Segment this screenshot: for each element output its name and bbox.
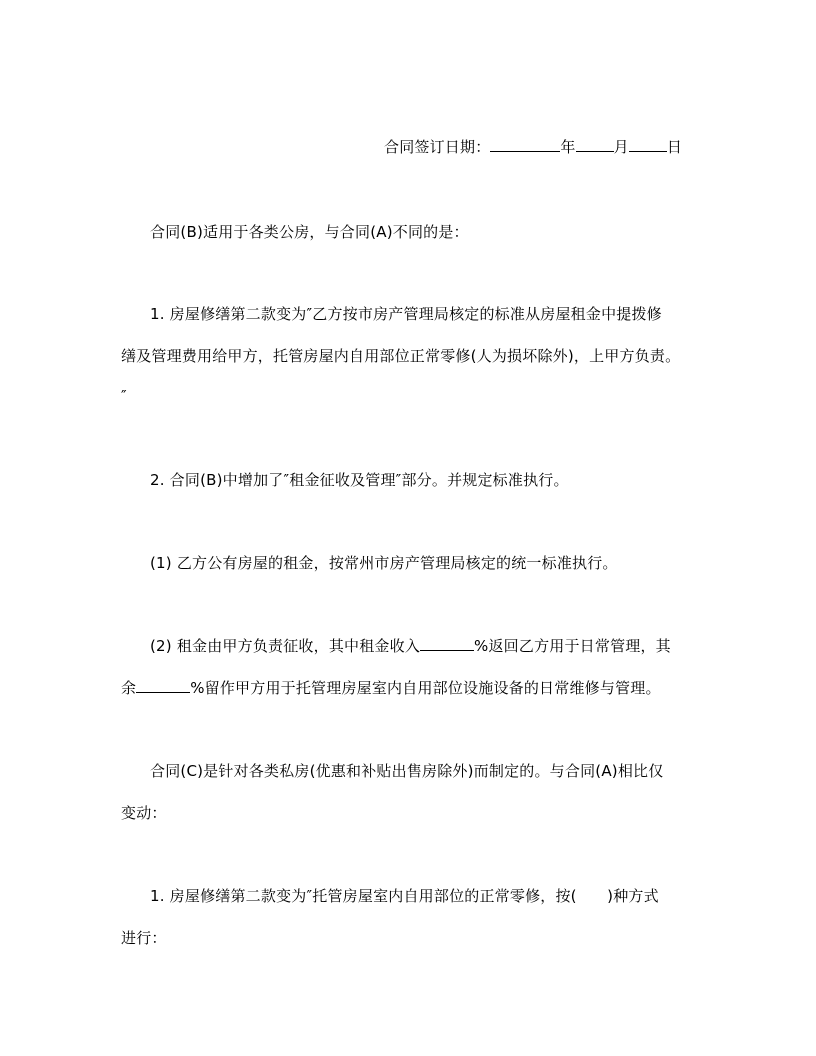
day-label: 日 — [666, 138, 683, 156]
contract-c-item1-line1: 1. 房屋修缮第二款变为″托管房屋室内自用部位的正常零修，按( )种方式 — [150, 887, 659, 905]
contract-b-item2-sub1: (1) 乙方公有房屋的租金，按常州市房产管理局核定的统一标准执行。 — [150, 554, 618, 572]
sign-date-label: 合同签订日期： — [384, 138, 491, 156]
contract-b-item1-line2: 缮及管理费用给甲方，托管房屋内自用部位正常零修(人为损坏除外)，上甲方负责。 — [121, 347, 681, 365]
month-blank[interactable] — [576, 137, 614, 152]
remainder-percent-text: %留作甲方用于托管理房屋室内自用部位设施设备的日常维修与管理。 — [190, 679, 661, 697]
return-percent-text: %返回乙方用于日常管理，其 — [474, 637, 671, 655]
year-label: 年 — [560, 138, 576, 156]
contract-c-intro-line1: 合同(C)是针对各类私房(优惠和补贴出售房除外)而制定的。与合同(A)相比仅 — [150, 762, 664, 780]
contract-b-item2: 2. 合同(B)中增加了″租金征收及管理″部分。并规定标准执行。 — [150, 471, 569, 489]
contract-b-item2-sub2-line2 — [121, 678, 661, 698]
return-percent-blank[interactable] — [420, 636, 474, 651]
day-blank[interactable] — [629, 137, 667, 152]
contract-c-item1-line2: 进行： — [121, 929, 167, 947]
sign-date-line — [384, 137, 682, 157]
contract-c-intro-line2: 变动： — [121, 804, 167, 822]
contract-b-item2-sub2-line1 — [150, 636, 671, 656]
contract-b-item1-line1: 1. 房屋修缮第二款变为″乙方按市房产管理局核定的标准从房屋租金中提拨修 — [150, 305, 662, 323]
month-label: 月 — [613, 138, 629, 156]
year-blank[interactable] — [490, 137, 560, 152]
remainder-text: 余 — [121, 679, 137, 697]
remainder-percent-blank[interactable] — [136, 678, 190, 693]
contract-b-item1-line3: ″ — [121, 387, 127, 405]
contract-b-intro: 合同(B)适用于各类公房，与合同(A)不同的是： — [150, 223, 469, 241]
rent-collection-text: (2) 租金由甲方负责征收，其中租金收入 — [150, 637, 421, 655]
